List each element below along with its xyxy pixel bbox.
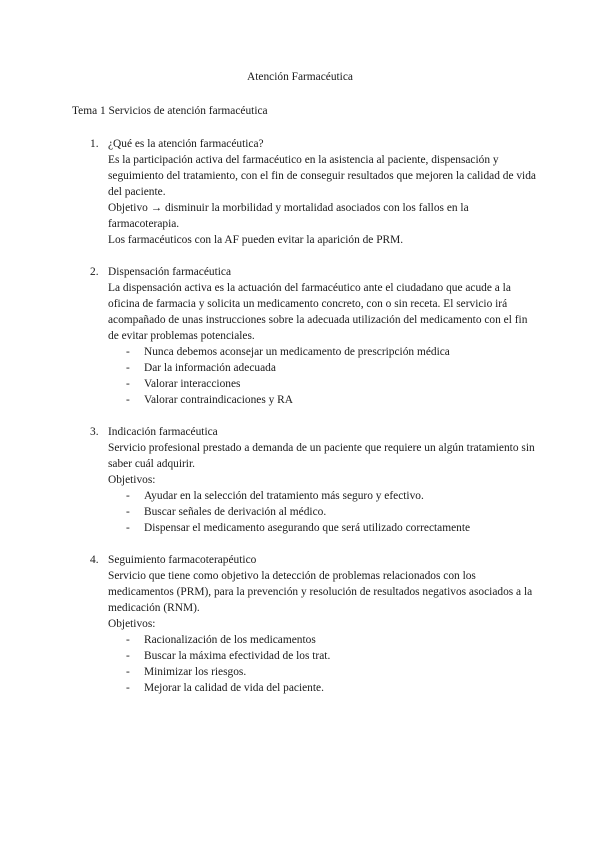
bullet-dash: - — [126, 506, 130, 518]
list-item-text: Racionalización de los medicamentos — [144, 634, 316, 646]
list-item — [108, 664, 540, 680]
paragraph: Objetivos: — [108, 474, 156, 486]
bullet-dash: - — [126, 634, 130, 646]
bullet-dash: - — [126, 394, 130, 406]
list-item-text: Buscar la máxima efectividad de los trat. — [144, 650, 331, 662]
paragraph: Es la participación activa del farmacéutico en la asistencia al paciente, dispensación y seguimiento del tratamiento, con el fin de conseguir resultados que mejoren la calidad de vida del paciente. — [108, 154, 536, 198]
section-3 — [90, 424, 540, 536]
bullet-dash: - — [126, 650, 130, 662]
list-item-text: Mejorar la calidad de vida del paciente. — [144, 682, 324, 694]
section-number: 3. — [90, 426, 99, 438]
list-item — [108, 392, 540, 408]
section-body — [108, 424, 540, 536]
document-title: Atención Farmacéutica — [247, 71, 353, 83]
list-item-text: Buscar señales de derivación al médico. — [144, 506, 327, 518]
section-heading: Indicación farmacéutica — [108, 426, 218, 438]
list-item-text: Valorar interacciones — [144, 378, 241, 390]
paragraph: Servicio que tiene como objetivo la detección de problemas relacionados con los medicamentos (PRM), para la prevención y resolución de resultados negativos asociados a la medicación (RNM). — [108, 570, 533, 614]
list-item — [108, 632, 540, 648]
list-item-text: Dar la información adecuada — [144, 362, 276, 374]
bullet-list — [108, 488, 540, 536]
section-body — [108, 136, 540, 248]
bullet-dash: - — [126, 682, 130, 694]
paragraph: Objetivo → disminuir la morbilidad y mortalidad asociados con los fallos en la farmacoterapia. — [108, 202, 469, 230]
bullet-dash: - — [126, 522, 130, 534]
paragraph: Servicio profesional prestado a demanda de un paciente que requiere un algún tratamiento sin saber cuál adquirir. — [108, 442, 535, 470]
section-1 — [90, 136, 540, 248]
section-heading: Dispensación farmacéutica — [108, 266, 232, 278]
section-heading: Seguimiento farmacoterapéutico — [108, 554, 257, 566]
list-item-text: Minimizar los riesgos. — [144, 666, 247, 678]
section-2 — [90, 264, 540, 408]
list-item — [108, 504, 540, 520]
list-item — [108, 680, 540, 696]
list-item-text: Valorar contraindicaciones y RA — [144, 394, 293, 406]
list-item — [108, 360, 540, 376]
bullet-list — [108, 632, 540, 696]
list-item — [108, 648, 540, 664]
bullet-dash: - — [126, 378, 130, 390]
bullet-dash: - — [126, 362, 130, 374]
list-item-text: Ayudar en la selección del tratamiento más seguro y efectivo. — [144, 490, 424, 502]
bullet-list — [108, 344, 540, 408]
paragraph: Los farmacéuticos con la AF pueden evitar la aparición de PRM. — [108, 234, 404, 246]
paragraph: La dispensación activa es la actuación del farmacéutico ante el ciudadano que acude a la oficina de farmacia y solicita un medicamento concreto, con o sin receta. El servicio irá acompañado de unas instrucciones sobre la adecuada utilización del medicamento con el fin de evitar problemas potenciales. — [108, 282, 528, 342]
list-item — [108, 376, 540, 392]
section-4 — [90, 552, 540, 696]
section-body — [108, 552, 540, 696]
list-item-text: Dispensar el medicamento asegurando que será utilizado correctamente — [144, 522, 471, 534]
list-item — [108, 520, 540, 536]
paragraph: Objetivos: — [108, 618, 156, 630]
section-number: 1. — [90, 138, 99, 150]
list-item — [108, 344, 540, 360]
section-body — [108, 264, 540, 408]
bullet-dash: - — [126, 346, 130, 358]
topic-heading: Tema 1 Servicios de atención farmacéutica — [72, 105, 268, 117]
section-heading: ¿Qué es la atención farmacéutica? — [108, 138, 264, 150]
section-number: 2. — [90, 266, 99, 278]
bullet-dash: - — [126, 490, 130, 502]
list-item-text: Nunca debemos aconsejar un medicamento de prescripción médica — [144, 346, 450, 358]
section-number: 4. — [90, 554, 99, 566]
bullet-dash: - — [126, 666, 130, 678]
list-item — [108, 488, 540, 504]
